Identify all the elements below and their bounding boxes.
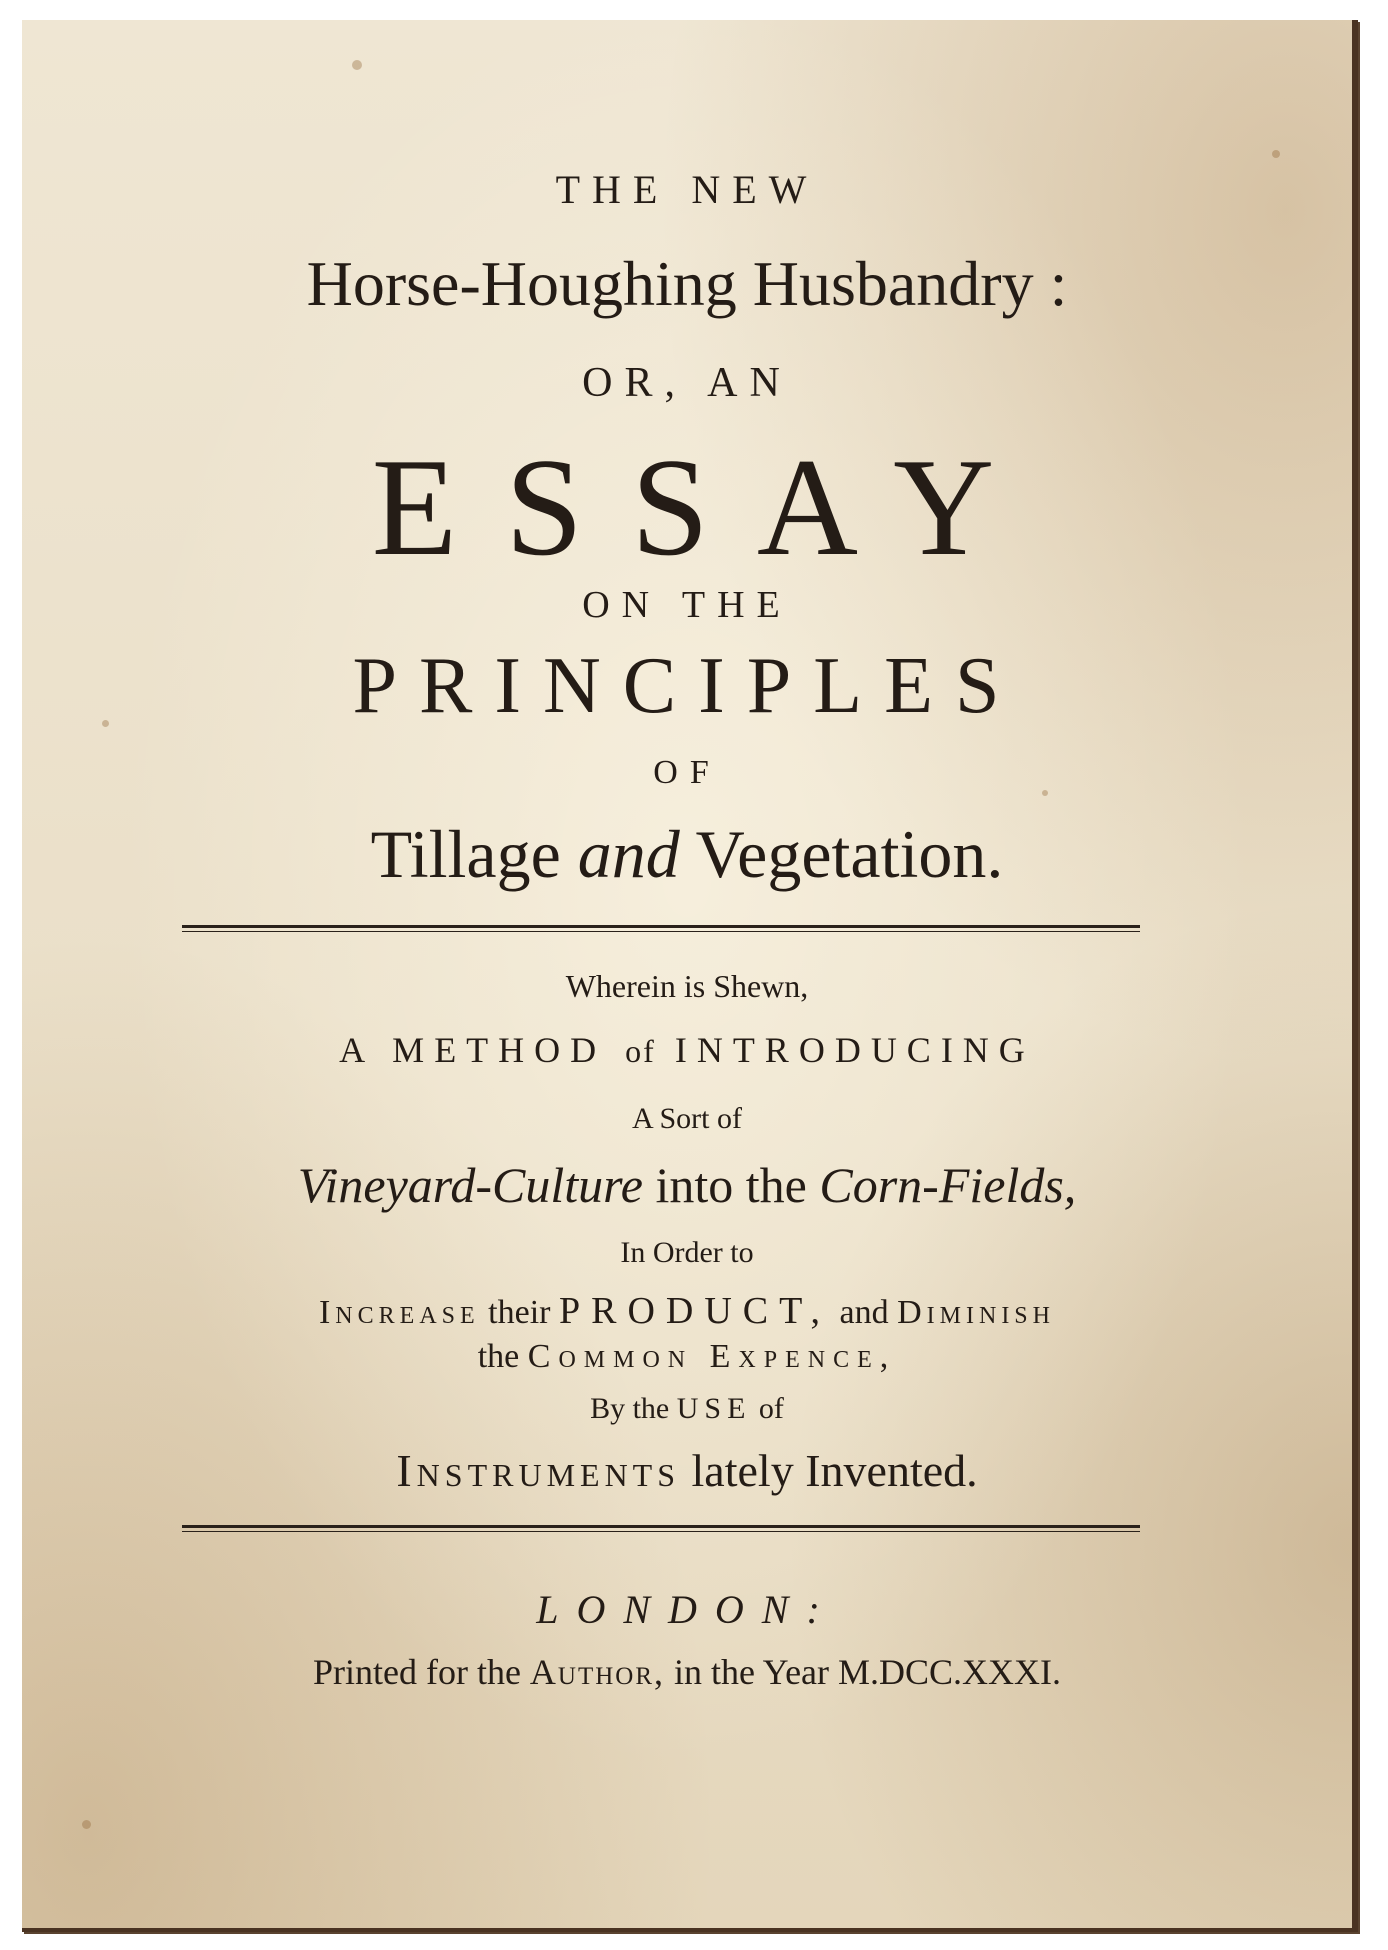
their-word: their	[488, 1294, 551, 1331]
tillage-word: Tillage	[370, 816, 561, 892]
by-the: By the	[590, 1392, 670, 1425]
method-introducing: INTRODUCING	[674, 1030, 1035, 1070]
use-word: USE	[676, 1392, 752, 1425]
title-principles: PRINCIPLES	[352, 642, 1022, 730]
in-order-line: In Order to	[620, 1236, 754, 1269]
into-the: into the	[655, 1157, 807, 1213]
and-word: and	[577, 816, 680, 892]
title-line-the-new: THE NEW	[555, 167, 819, 212]
instruments-line	[22, 1445, 1352, 1496]
title-page	[22, 20, 1358, 1932]
printed-for: Printed for the	[312, 1652, 521, 1692]
instruments-word: Instruments	[396, 1445, 681, 1496]
title-tillage-line	[22, 816, 1352, 892]
double-rule-top	[182, 925, 1140, 932]
the-word: the	[477, 1338, 520, 1375]
title-line-on-the: ON THE	[582, 584, 792, 626]
method-of: of	[625, 1033, 656, 1069]
and-word-2: and	[839, 1294, 889, 1331]
main-title: Horse-Houghing Husbandry :	[306, 248, 1068, 319]
wherein-line: Wherein is Shewn,	[565, 968, 809, 1004]
imprint-place: LONDON:	[536, 1587, 838, 1632]
foxing-spot	[82, 1820, 91, 1829]
double-rule-bottom	[182, 1525, 1140, 1532]
foxing-spot	[1272, 150, 1280, 158]
title-line-of: OF	[653, 754, 721, 791]
increase-line	[22, 1292, 1352, 1330]
sort-of-line: A Sort of	[631, 1102, 742, 1135]
common-expence: Common Expence,	[527, 1338, 897, 1375]
method-a: A METHOD	[339, 1030, 607, 1070]
method-line	[22, 1032, 1352, 1068]
vegetation-word: Vegetation.	[695, 816, 1004, 892]
corn-fields: Corn-Fields,	[819, 1157, 1077, 1213]
diminish-word: Diminish	[897, 1294, 1055, 1331]
imprint-line	[22, 1654, 1352, 1690]
of-word: of	[758, 1392, 784, 1425]
common-expence-line	[22, 1340, 1352, 1374]
foxing-spot	[1042, 790, 1048, 796]
year-text: in the Year M.DCC.XXXI.	[674, 1652, 1062, 1692]
title-essay: ESSAY	[371, 430, 1043, 585]
lately-invented: lately Invented.	[691, 1445, 978, 1496]
by-the-use-line	[22, 1394, 1352, 1424]
product-word: PRODUCT,	[558, 1290, 832, 1332]
vineyard-culture: Vineyard-Culture	[297, 1157, 643, 1213]
vineyard-line	[22, 1157, 1352, 1213]
title-line-or-an: OR, AN	[582, 360, 792, 406]
author-word: Author,	[529, 1652, 666, 1692]
foxing-spot	[352, 60, 362, 70]
increase-word: Increase	[318, 1294, 480, 1331]
